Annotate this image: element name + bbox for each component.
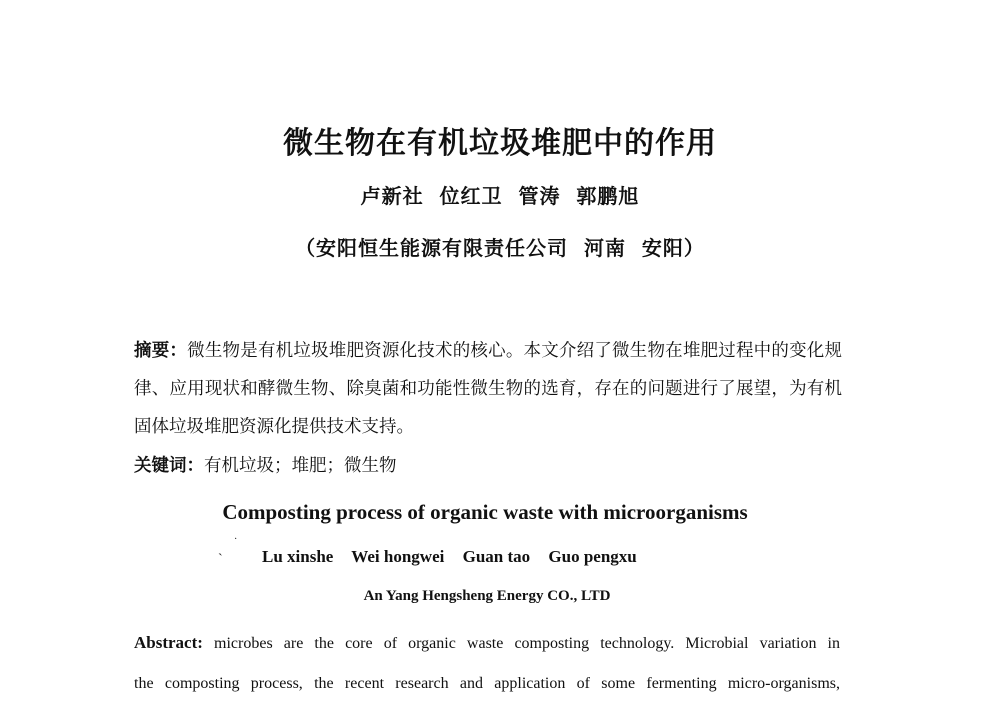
english-author-3: Guan tao — [462, 547, 531, 566]
chinese-abstract — [134, 332, 842, 446]
english-abstract — [134, 623, 840, 704]
english-affiliation: An Yang Hengsheng Energy CO., LTD — [363, 588, 611, 604]
english-abstract-label: Abstract: — [134, 633, 203, 652]
chinese-keywords-label: 关键词： — [134, 456, 204, 476]
chinese-keywords — [134, 452, 397, 480]
english-title: Composting process of organic waste with microorganisms — [222, 500, 748, 524]
chinese-affiliation: （安阳恒生能源有限责任公司 河南 安阳） — [295, 236, 705, 260]
chinese-abstract-label: 摘要： — [134, 341, 188, 361]
scan-dot: · — [234, 534, 238, 545]
chinese-title: 微生物在有机垃圾堆肥中的作用 — [283, 126, 717, 161]
english-author-2: Wei hongwei — [351, 547, 445, 566]
english-author-4: Guo pengxu — [548, 547, 637, 566]
chinese-keywords-text: 有机垃圾；堆肥；微生物 — [204, 456, 397, 476]
english-abstract-line-1 — [134, 623, 840, 664]
english-author-1: Lu xinshe — [262, 547, 334, 566]
english-abstract-line-2: the composting process, the recent research and application of some fermenting micro-organisms, — [134, 675, 840, 692]
chinese-authors: 卢新社 位红卫 管涛 郭鹏旭 — [360, 184, 640, 208]
english-authors — [262, 547, 651, 567]
chinese-abstract-text: 微生物是有机垃圾堆肥资源化技术的核心。本文介绍了微生物在堆肥过程中的变化规律、应用现状和酵微生物、除臭菌和功能性微生物的选育，存在的问题进行了展望，为有机固体垃圾堆肥资源化提供技术支持。 — [134, 341, 843, 437]
scan-mark: ` — [218, 552, 223, 567]
english-abstract-text-1: microbes are the core of organic waste composting technology. Microbial variation in — [202, 635, 840, 652]
